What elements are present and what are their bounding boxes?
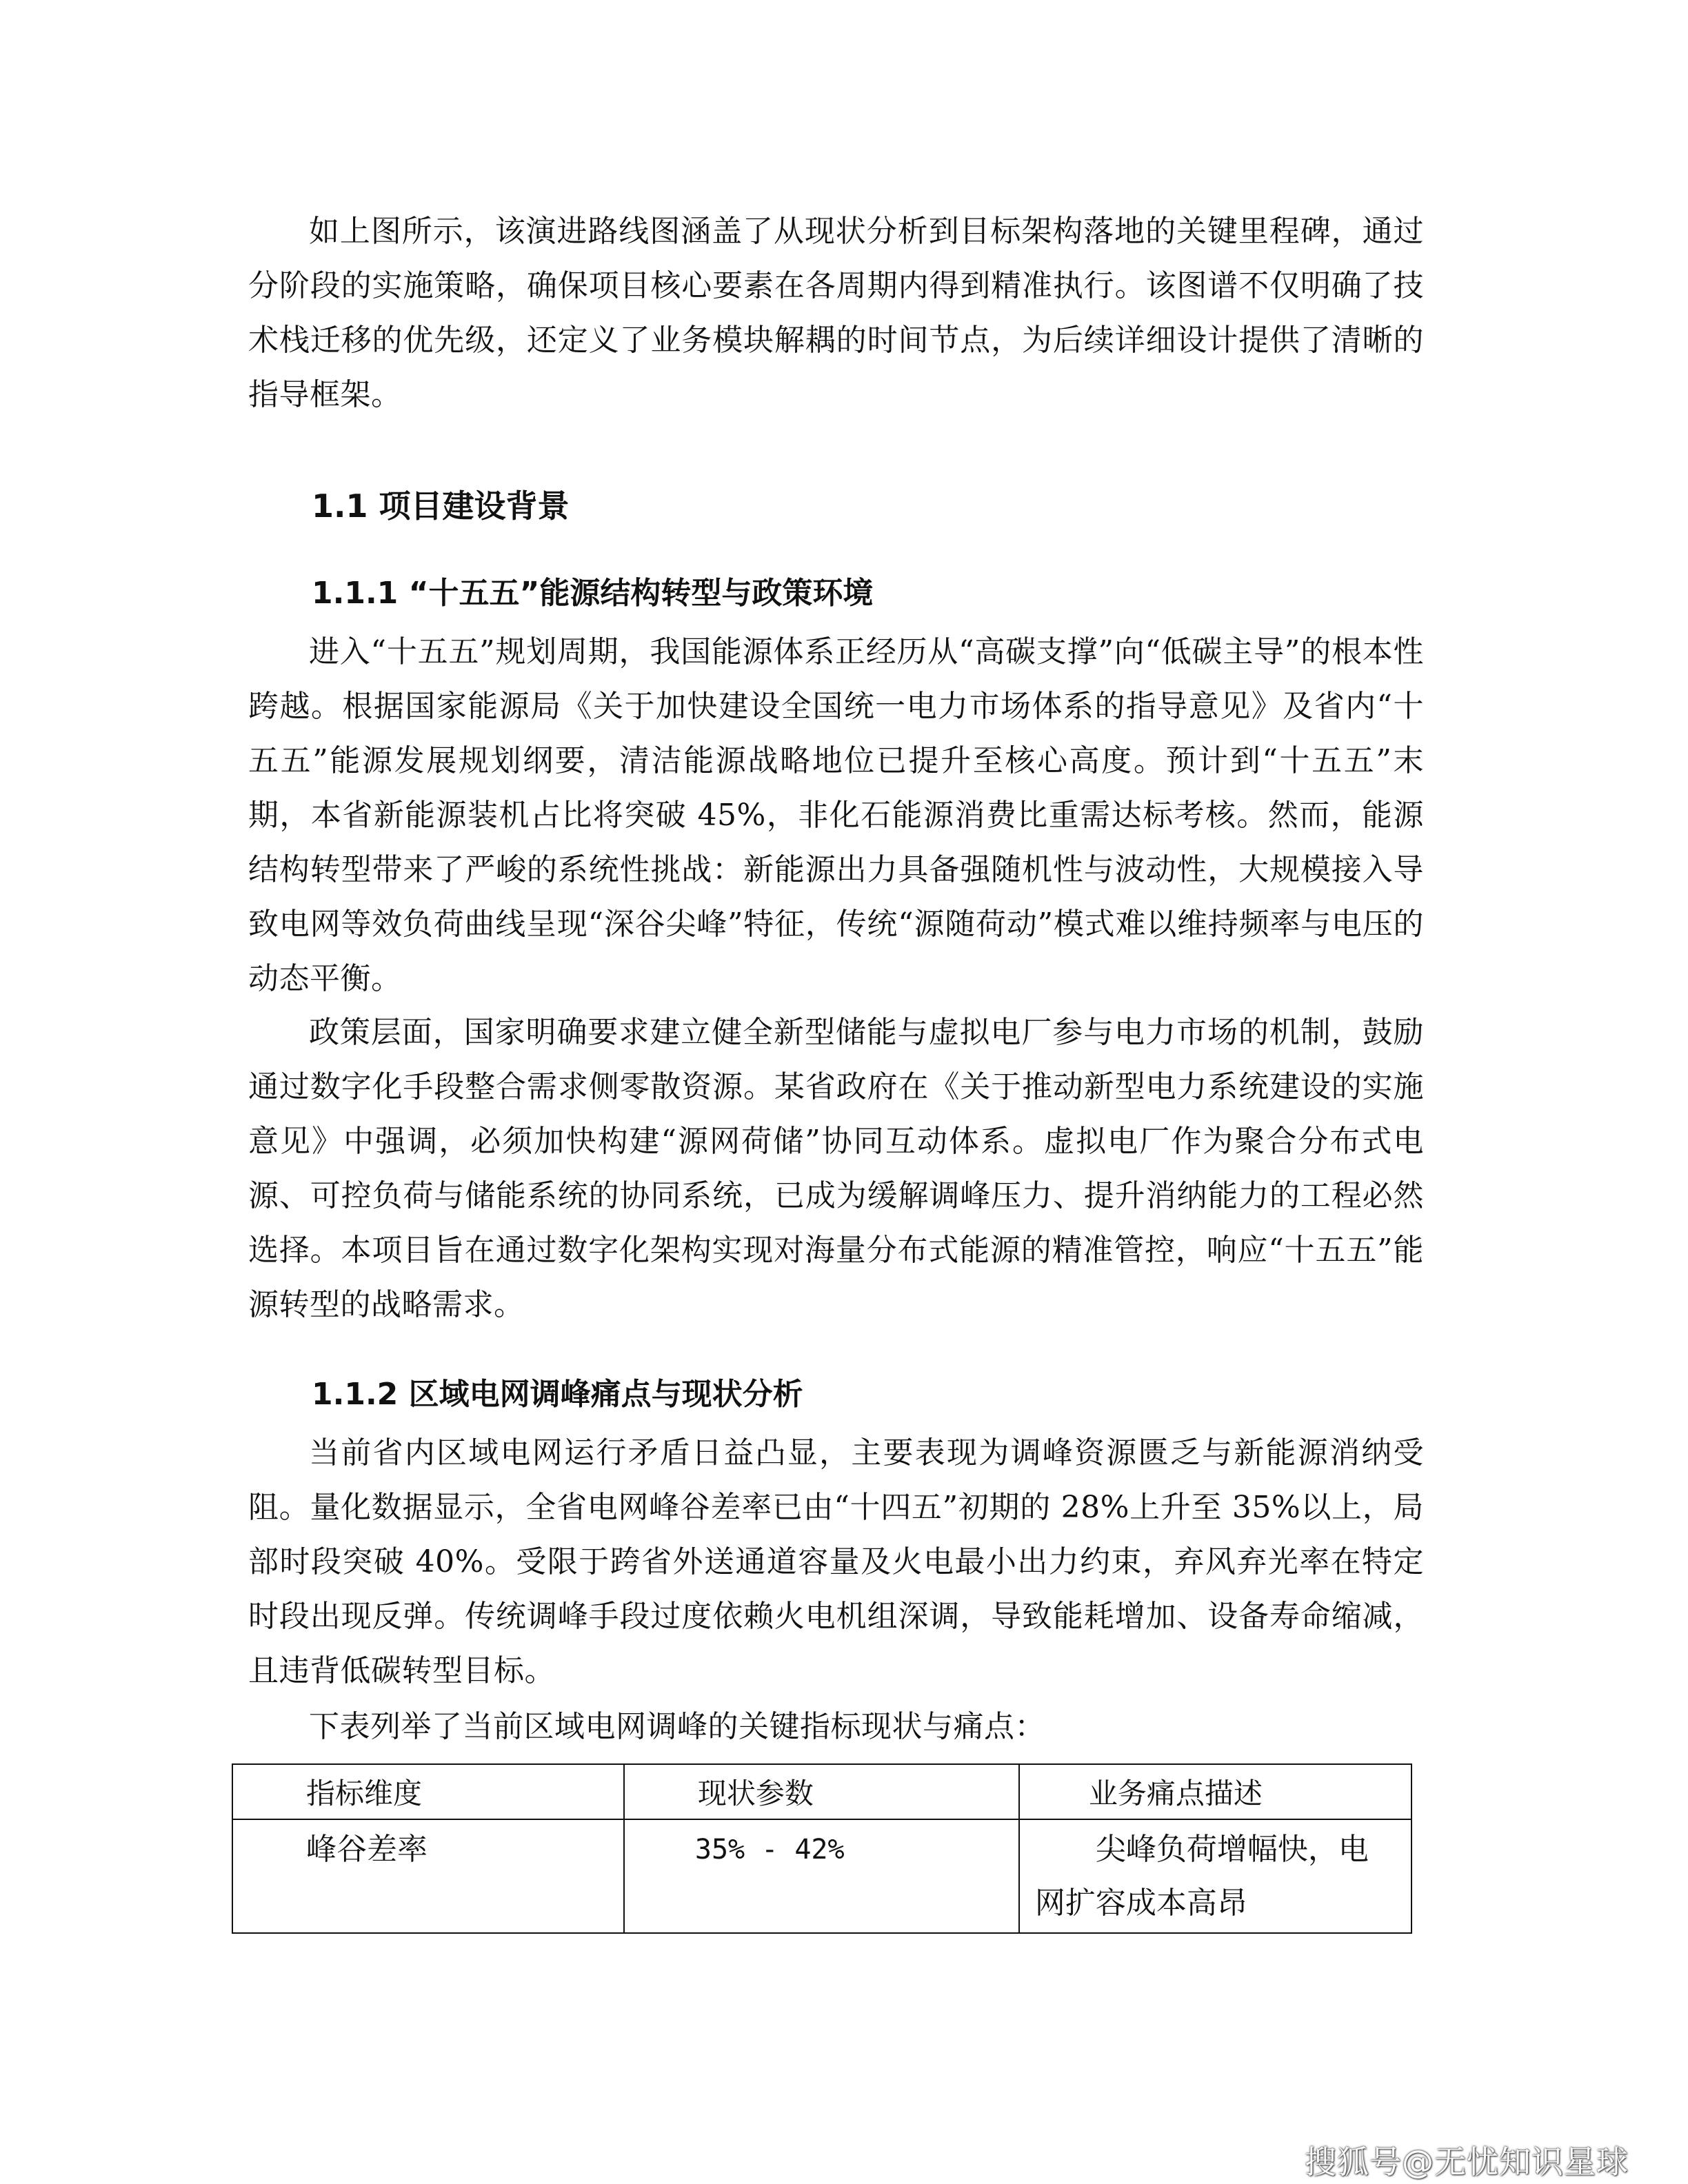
metrics-table — [232, 1763, 1412, 1934]
section-heading-1-1: 1.1 项目建设背景 — [312, 487, 570, 525]
table-cell-status: 35% - 42% — [624, 1819, 1019, 1933]
table-cell-dimension: 峰谷差率 — [232, 1819, 624, 1933]
intro-paragraph: 如上图所示，该演进路线图涵盖了从现状分析到目标架构落地的关键里程碑，通过分阶段的实施策略，确保项目核心要素在各周期内得到精准执行。该图谱不仅明确了技术栈迁移的优先级，还定义了业务模块解耦的时间节点，为后续详细设计提供了清晰的指导框架。 — [248, 214, 1424, 412]
section-heading-1-1-2: 1.1.2 区域电网调峰痛点与现状分析 — [312, 1377, 803, 1412]
paragraph-grid-status: 当前省内区域电网运行矛盾日益凸显，主要表现为调峰资源匮乏与新能源消纳受阻。量化数据显示，全省电网峰谷差率已由“十四五”初期的 28%上升至 35%以上，局部时段突破 40%。受限于跨省外送通道容量及火电最小出力约束，弃风弃光率在特定时段出现反弹。传统调峰手段过度依赖火电机组深调，导致能耗增加、设备寿命缩减，且违背低碳转型目标。 — [248, 1435, 1424, 1688]
watermark: 搜狐号@无忧知识星球 — [1305, 2143, 1629, 2181]
table-header-dimension: 指标维度 — [232, 1764, 624, 1819]
table-row — [232, 1819, 1411, 1933]
table-cell-pain-point: 尖峰负荷增幅快，电网扩容成本高昂 — [1019, 1819, 1411, 1933]
table-header-pain-point: 业务痛点描述 — [1019, 1764, 1411, 1819]
paragraph-policy: 政策层面，国家明确要求建立健全新型储能与虚拟电厂参与电力市场的机制，鼓励通过数字化手段整合需求侧零散资源。某省政府在《关于推动新型电力系统建设的实施意见》中强调，必须加快构建“源网荷储”协同互动体系。虚拟电厂作为聚合分布式电源、可控负荷与储能系统的协同系统，已成为缓解调峰压力、提升消纳能力的工程必然选择。本项目旨在通过数字化架构实现对海量分布式能源的精准管控，响应“十五五”能源转型的战略需求。 — [248, 1015, 1424, 1322]
table-header-row — [232, 1764, 1411, 1819]
section-heading-1-1-1: 1.1.1 “十五五”能源结构转型与政策环境 — [312, 576, 874, 611]
table-header-status: 现状参数 — [624, 1764, 1019, 1819]
paragraph-energy-transition: 进入“十五五”规划周期，我国能源体系正经历从“高碳支撑”向“低碳主导”的根本性跨越。根据国家能源局《关于加快建设全国统一电力市场体系的指导意见》及省内“十五五”能源发展规划纲要，清洁能源战略地位已提升至核心高度。预计到“十五五”末期，本省新能源装机占比将突破 45%，非化石能源消费比重需达标考核。然而，能源结构转型带来了严峻的系统性挑战：新能源出力具备强随机性与波动性，大规模接入导致电网等效负荷曲线呈现“深谷尖峰”特征，传统“源随荷动”模式难以维持频率与电压的动态平衡。 — [248, 634, 1424, 996]
paragraph-table-intro: 下表列举了当前区域电网调峰的关键指标现状与痛点： — [309, 1709, 1045, 1744]
